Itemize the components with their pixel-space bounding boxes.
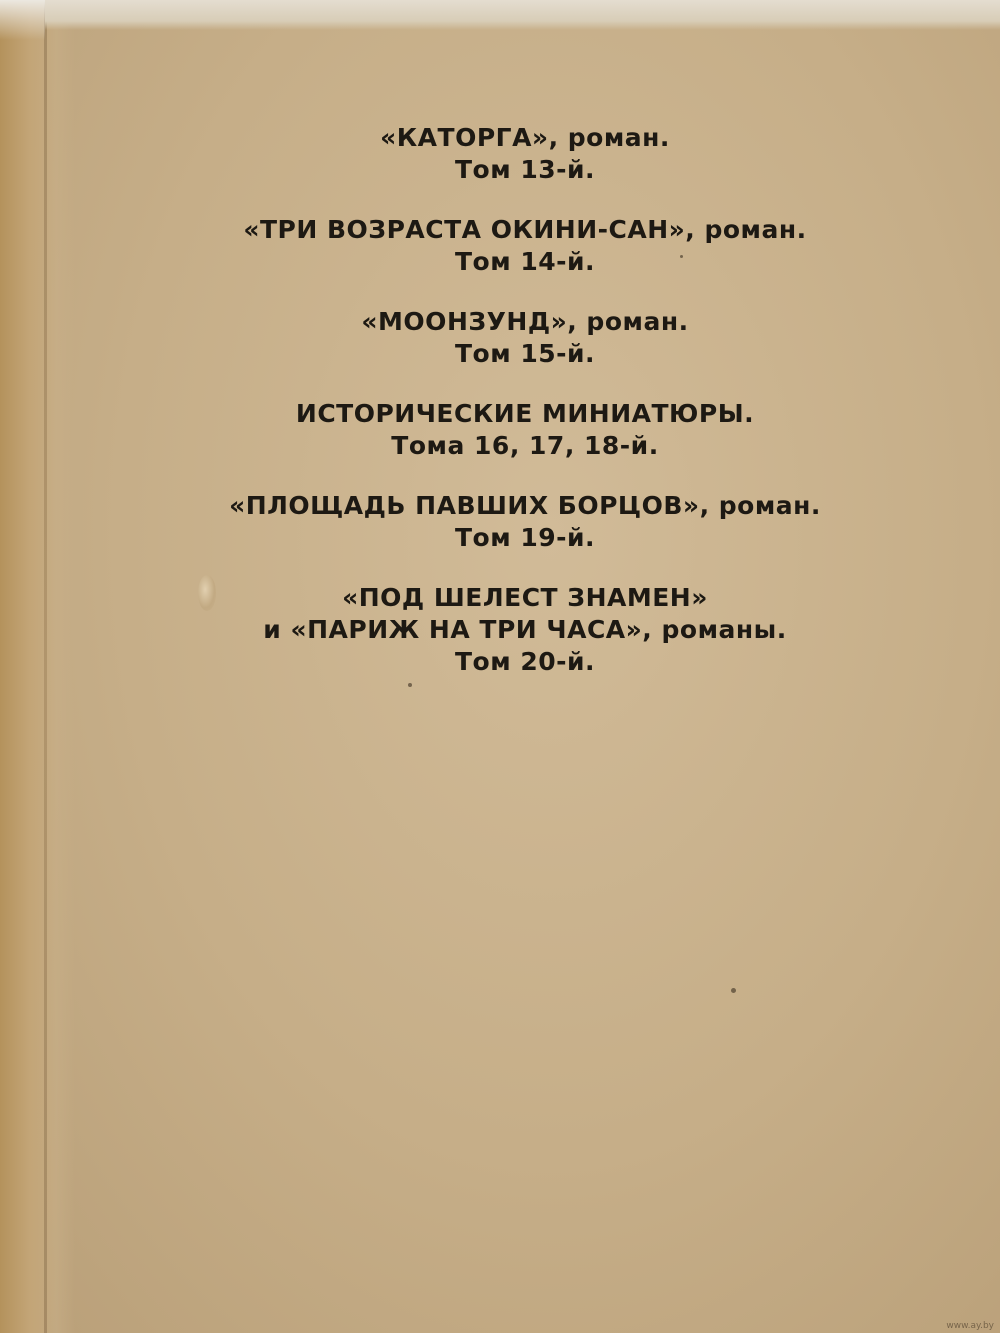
list-item [175, 122, 875, 186]
page-top-edge [45, 0, 1000, 30]
spine-shadow [0, 0, 75, 1333]
entry-title: «ТРИ ВОЗРАСТА ОКИНИ-САН», роман. [243, 215, 807, 244]
entry-title: «ПЛОЩАДЬ ПАВШИХ БОРЦОВ», роман. [229, 491, 821, 520]
paper-speck [731, 988, 736, 993]
works-list [175, 122, 875, 706]
entry-title: «КАТОРГА», роман. [380, 123, 670, 152]
list-item [175, 214, 875, 278]
watermark: www.ay.by [946, 1321, 994, 1331]
entry-title-continued: и «ПАРИЖ НА ТРИ ЧАСА», романы. [263, 615, 787, 644]
list-item [175, 398, 875, 462]
list-item [175, 582, 875, 678]
entry-volume: Том 15-й. [454, 339, 596, 368]
entry-volume: Тома 16, 17, 18-й. [391, 431, 659, 460]
entry-volume: Том 14-й. [454, 247, 596, 276]
entry-title: ИСТОРИЧЕСКИЕ МИНИАТЮРЫ. [295, 399, 755, 428]
entry-volume: Том 13-й. [454, 155, 596, 184]
entry-title: «ПОД ШЕЛЕСТ ЗНАМЕН» [342, 583, 708, 612]
spine-fold [44, 0, 47, 1333]
list-item [175, 306, 875, 370]
entry-title: «МООНЗУНД», роман. [361, 307, 689, 336]
page-top-edge-left [0, 0, 45, 40]
entry-volume: Том 19-й. [454, 523, 596, 552]
list-item [175, 490, 875, 554]
entry-volume: Том 20-й. [454, 647, 596, 676]
